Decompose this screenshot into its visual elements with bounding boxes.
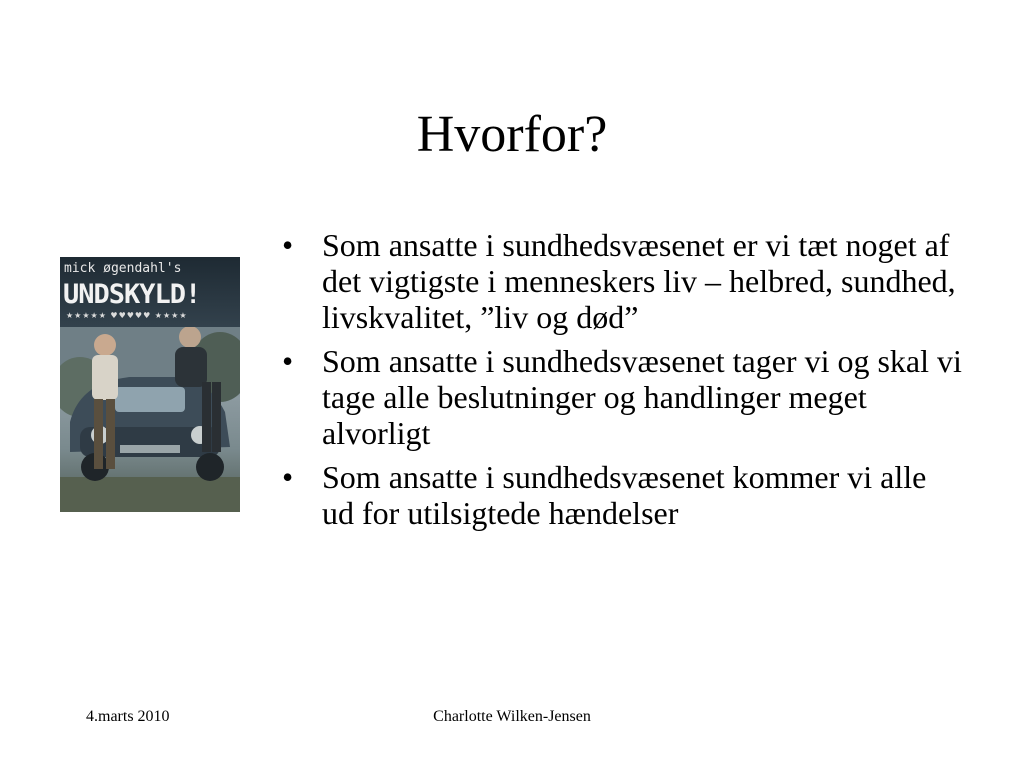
poster-person-leg [94, 399, 103, 469]
poster-person-head [179, 327, 201, 348]
footer-date: 4.marts 2010 [86, 708, 170, 725]
poster-person-head [94, 334, 116, 356]
poster-ground [60, 477, 240, 512]
poster-person-leg [202, 382, 211, 452]
poster-person-leg [212, 382, 221, 452]
bullet-item: • Som ansatte i sundhedsvæsenet kommer vi alle ud for utilsigtede hændelser [282, 459, 962, 531]
poster-title: UNDSKYLD! [63, 279, 201, 310]
poster-byline: mick øgendahl's [64, 261, 182, 276]
footer-author: Charlotte Wilken-Jensen [433, 708, 591, 725]
bullet-list [282, 227, 962, 539]
poster-photo-illustration [60, 327, 240, 512]
bullet-item: • Som ansatte i sundhedsvæsenet tager vi og skal vi tage alle beslutninger og handlinger meget alvorligt [282, 343, 962, 451]
slide-title: Hvorfor? [416, 106, 608, 163]
poster-person-body [175, 347, 207, 387]
bullet-item: • Som ansatte i sundhedsvæsenet er vi tæt noget af det vigtigste i menneskers liv – helbred, sundhed, livskvalitet, ”liv og død” [282, 227, 962, 335]
movie-poster-image [60, 257, 240, 512]
poster-car-grille [120, 445, 180, 453]
poster-car-window [115, 387, 185, 412]
poster-rating-stars: ★★★★★ ♥♥♥♥♥ ★★★★ [66, 311, 188, 320]
poster-person-leg [106, 399, 115, 469]
poster-person-body [92, 355, 118, 400]
poster-car-wheel [196, 453, 224, 481]
